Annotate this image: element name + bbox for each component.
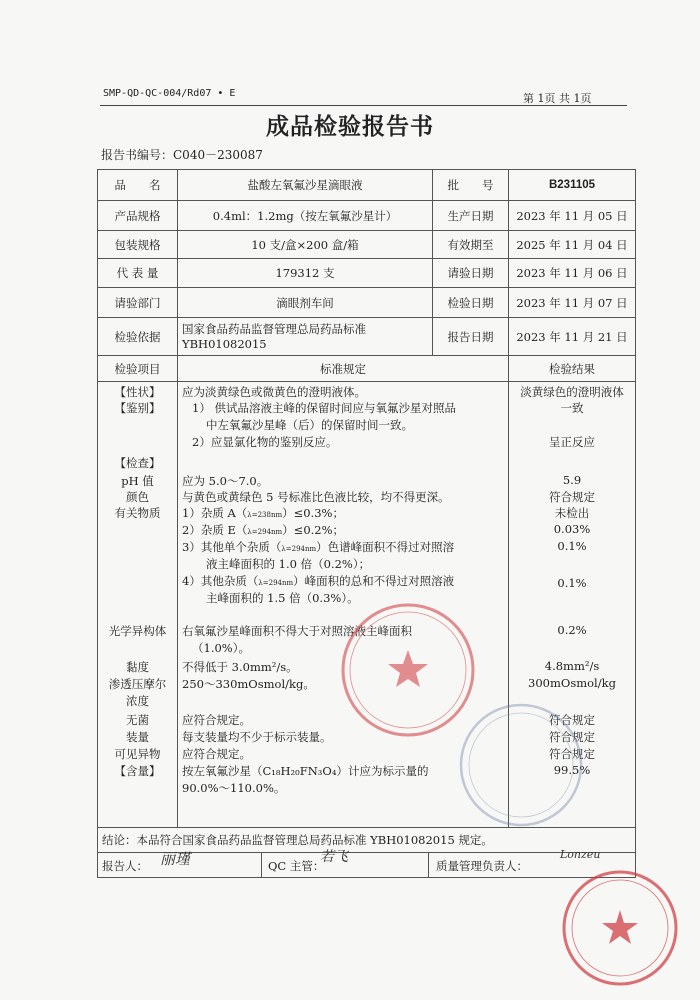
inspection-table: [97, 169, 636, 878]
result-value: 未检出: [554, 506, 590, 520]
result-value: 呈正反应: [549, 435, 595, 449]
standard-line: 应符合规定。: [182, 713, 251, 727]
qa-signature: Lonzeu: [560, 848, 601, 861]
header-rule: [100, 105, 627, 106]
qc-label: QC 主管：: [268, 859, 325, 873]
item-label: 渗透压摩尔: [108, 677, 167, 691]
req-dept-label: 请验部门: [98, 288, 178, 318]
exp-date: 2025 年 11 月 04 日: [509, 231, 636, 259]
item-label: 颜色: [126, 490, 149, 504]
items-column: [98, 382, 178, 828]
result-value: 5.9: [562, 473, 582, 487]
req-dept: 滴眼剂车间: [178, 288, 433, 318]
report-date-label: 报告日期: [433, 318, 509, 356]
standard-line: 应为 5.0～7.0。: [182, 474, 269, 488]
standard-line: 250～330mOsmol/kg。: [182, 677, 315, 691]
standard-line: 右氧氟沙星峰面积不得大于对照溶液主峰面积: [182, 624, 412, 638]
divider: [428, 853, 429, 877]
result-value: 300mOsmol/kg: [528, 676, 616, 690]
standard-line: 主峰面积的 1.5 倍（0.3%）。: [206, 591, 359, 605]
test-basis: [178, 318, 433, 356]
standard-line: 90.0%～110.0%。: [182, 781, 286, 795]
reporter-signature: 丽瑾: [160, 850, 191, 868]
basis-line-2: YBH01082015: [182, 336, 267, 351]
test-date: 2023 年 11 月 07 日: [509, 288, 636, 318]
standard-line: 应为淡黄绿色或微黄色的澄明液体。: [182, 385, 366, 399]
item-label: 有关物质: [114, 506, 161, 520]
spec-label: 产品规格: [98, 201, 178, 231]
col-header-item: 检验项目: [98, 356, 178, 382]
qa-seal-stamp: [560, 868, 680, 988]
basis-label: 检验依据: [98, 318, 178, 356]
standard-line: 3）其他单个杂质（λ=294nm）色谱峰面积不得过对照溶: [182, 540, 455, 554]
result-value: 99.5%: [553, 763, 591, 777]
standard-line: 中左氧氟沙星峰（后）的保留时间一致。: [206, 418, 413, 432]
result-value: 符合规定: [549, 747, 595, 761]
standard-line: 液主峰面积的 1.0 倍（0.2%）；: [206, 557, 371, 571]
item-label: pH 值: [121, 474, 154, 488]
report-title: 成品检验报告书: [266, 114, 434, 140]
conclusion: 结论：本品符合国家食品药品监督管理总局药品标准 YBH01082015 规定。: [98, 828, 636, 853]
req-date: 2023 年 11 月 06 日: [509, 259, 636, 288]
standard-line: 每支装量均不少于标示装量。: [182, 730, 332, 744]
rep-qty-label: 代 表 量: [98, 259, 178, 288]
standard-line: 与黄色或黄绿色 5 号标准比色液比较，均不得更深。: [182, 490, 450, 504]
item-label: 【检查】: [114, 456, 161, 470]
divider: [261, 853, 262, 877]
page-number: 第 1页 共 1页: [523, 92, 592, 105]
result-value: 0.03%: [553, 522, 591, 536]
item-label: 无菌: [126, 713, 149, 727]
item-label: 黏度: [126, 660, 149, 674]
document-code: SMP-QD-QC-004/Rd07 • E: [103, 88, 236, 99]
result-value: 符合规定: [549, 730, 595, 744]
product-name: 盐酸左氧氟沙星滴眼液: [178, 170, 433, 201]
result-value: 0.1%: [557, 576, 587, 590]
standard-line: 应符合规定。: [182, 747, 251, 761]
results-column: [509, 382, 636, 828]
batch-label: 批 号: [433, 170, 509, 201]
standard-line: （1.0%）。: [192, 641, 250, 655]
product-name-label: 品 名: [98, 170, 178, 201]
qa-label: 质量管理负责人：: [436, 859, 528, 873]
standard-line: 1）杂质 A（λ=238nm）≤0.3%；: [182, 506, 344, 520]
product-spec: 0.4ml：1.2mg（按左氧氟沙星计）: [178, 201, 433, 231]
result-value: 符合规定: [549, 713, 595, 727]
pack-spec: 10 支/盒×200 盒/箱: [178, 231, 433, 259]
item-label: 浓度: [126, 694, 149, 708]
standard-line: 2）应显氯化物的鉴别反应。: [192, 435, 338, 449]
rep-qty: 179312 支: [178, 259, 433, 288]
item-label: 【鉴别】: [114, 401, 161, 415]
result-value: 符合规定: [549, 490, 595, 504]
report-number: 报告书编号：C040－230087: [101, 148, 263, 162]
item-label: 光学异构体: [108, 624, 167, 638]
pack-label: 包装规格: [98, 231, 178, 259]
item-label: 装量: [126, 730, 149, 744]
item-label: 【含量】: [114, 764, 161, 778]
mfg-date: 2023 年 11 月 05 日: [509, 201, 636, 231]
basis-line-1: 国家食品药品监督管理总局药品标准: [182, 321, 366, 336]
standards-column: [178, 382, 509, 828]
qc-signature: 若飞: [320, 849, 348, 865]
exp-date-label: 有效期至: [433, 231, 509, 259]
standard-line: 4）其他杂质（λ=294nm）峰面积的总和不得过对照溶液: [182, 574, 455, 588]
req-date-label: 请验日期: [433, 259, 509, 288]
result-value: 一致: [560, 401, 584, 415]
result-value: 4.8mm²/s: [544, 659, 600, 673]
result-value: 淡黄绿色的澄明液体: [520, 385, 624, 399]
standard-line: 2）杂质 E（λ=294nm）≤0.2%；: [182, 523, 345, 537]
report-date: 2023 年 11 月 21 日: [509, 318, 636, 356]
col-header-standard: 标准规定: [178, 356, 509, 382]
standard-line: 按左氧氟沙星（C₁₈H₂₀FN₃O₄）计应为标示量的: [182, 764, 429, 778]
batch-number: B231105: [509, 170, 636, 201]
mfg-date-label: 生产日期: [433, 201, 509, 231]
reporter-label: 报告人：: [102, 859, 148, 873]
result-value: 0.2%: [557, 623, 587, 637]
item-label: 可见异物: [114, 747, 161, 761]
item-label: 【性状】: [114, 385, 161, 399]
result-value: 0.1%: [557, 539, 587, 553]
col-header-result: 检验结果: [509, 356, 636, 382]
test-date-label: 检验日期: [433, 288, 509, 318]
standard-line: 不得低于 3.0mm²/s。: [182, 660, 298, 674]
standard-line: 1） 供试品溶液主峰的保留时间应与氧氟沙星对照品: [192, 401, 456, 415]
